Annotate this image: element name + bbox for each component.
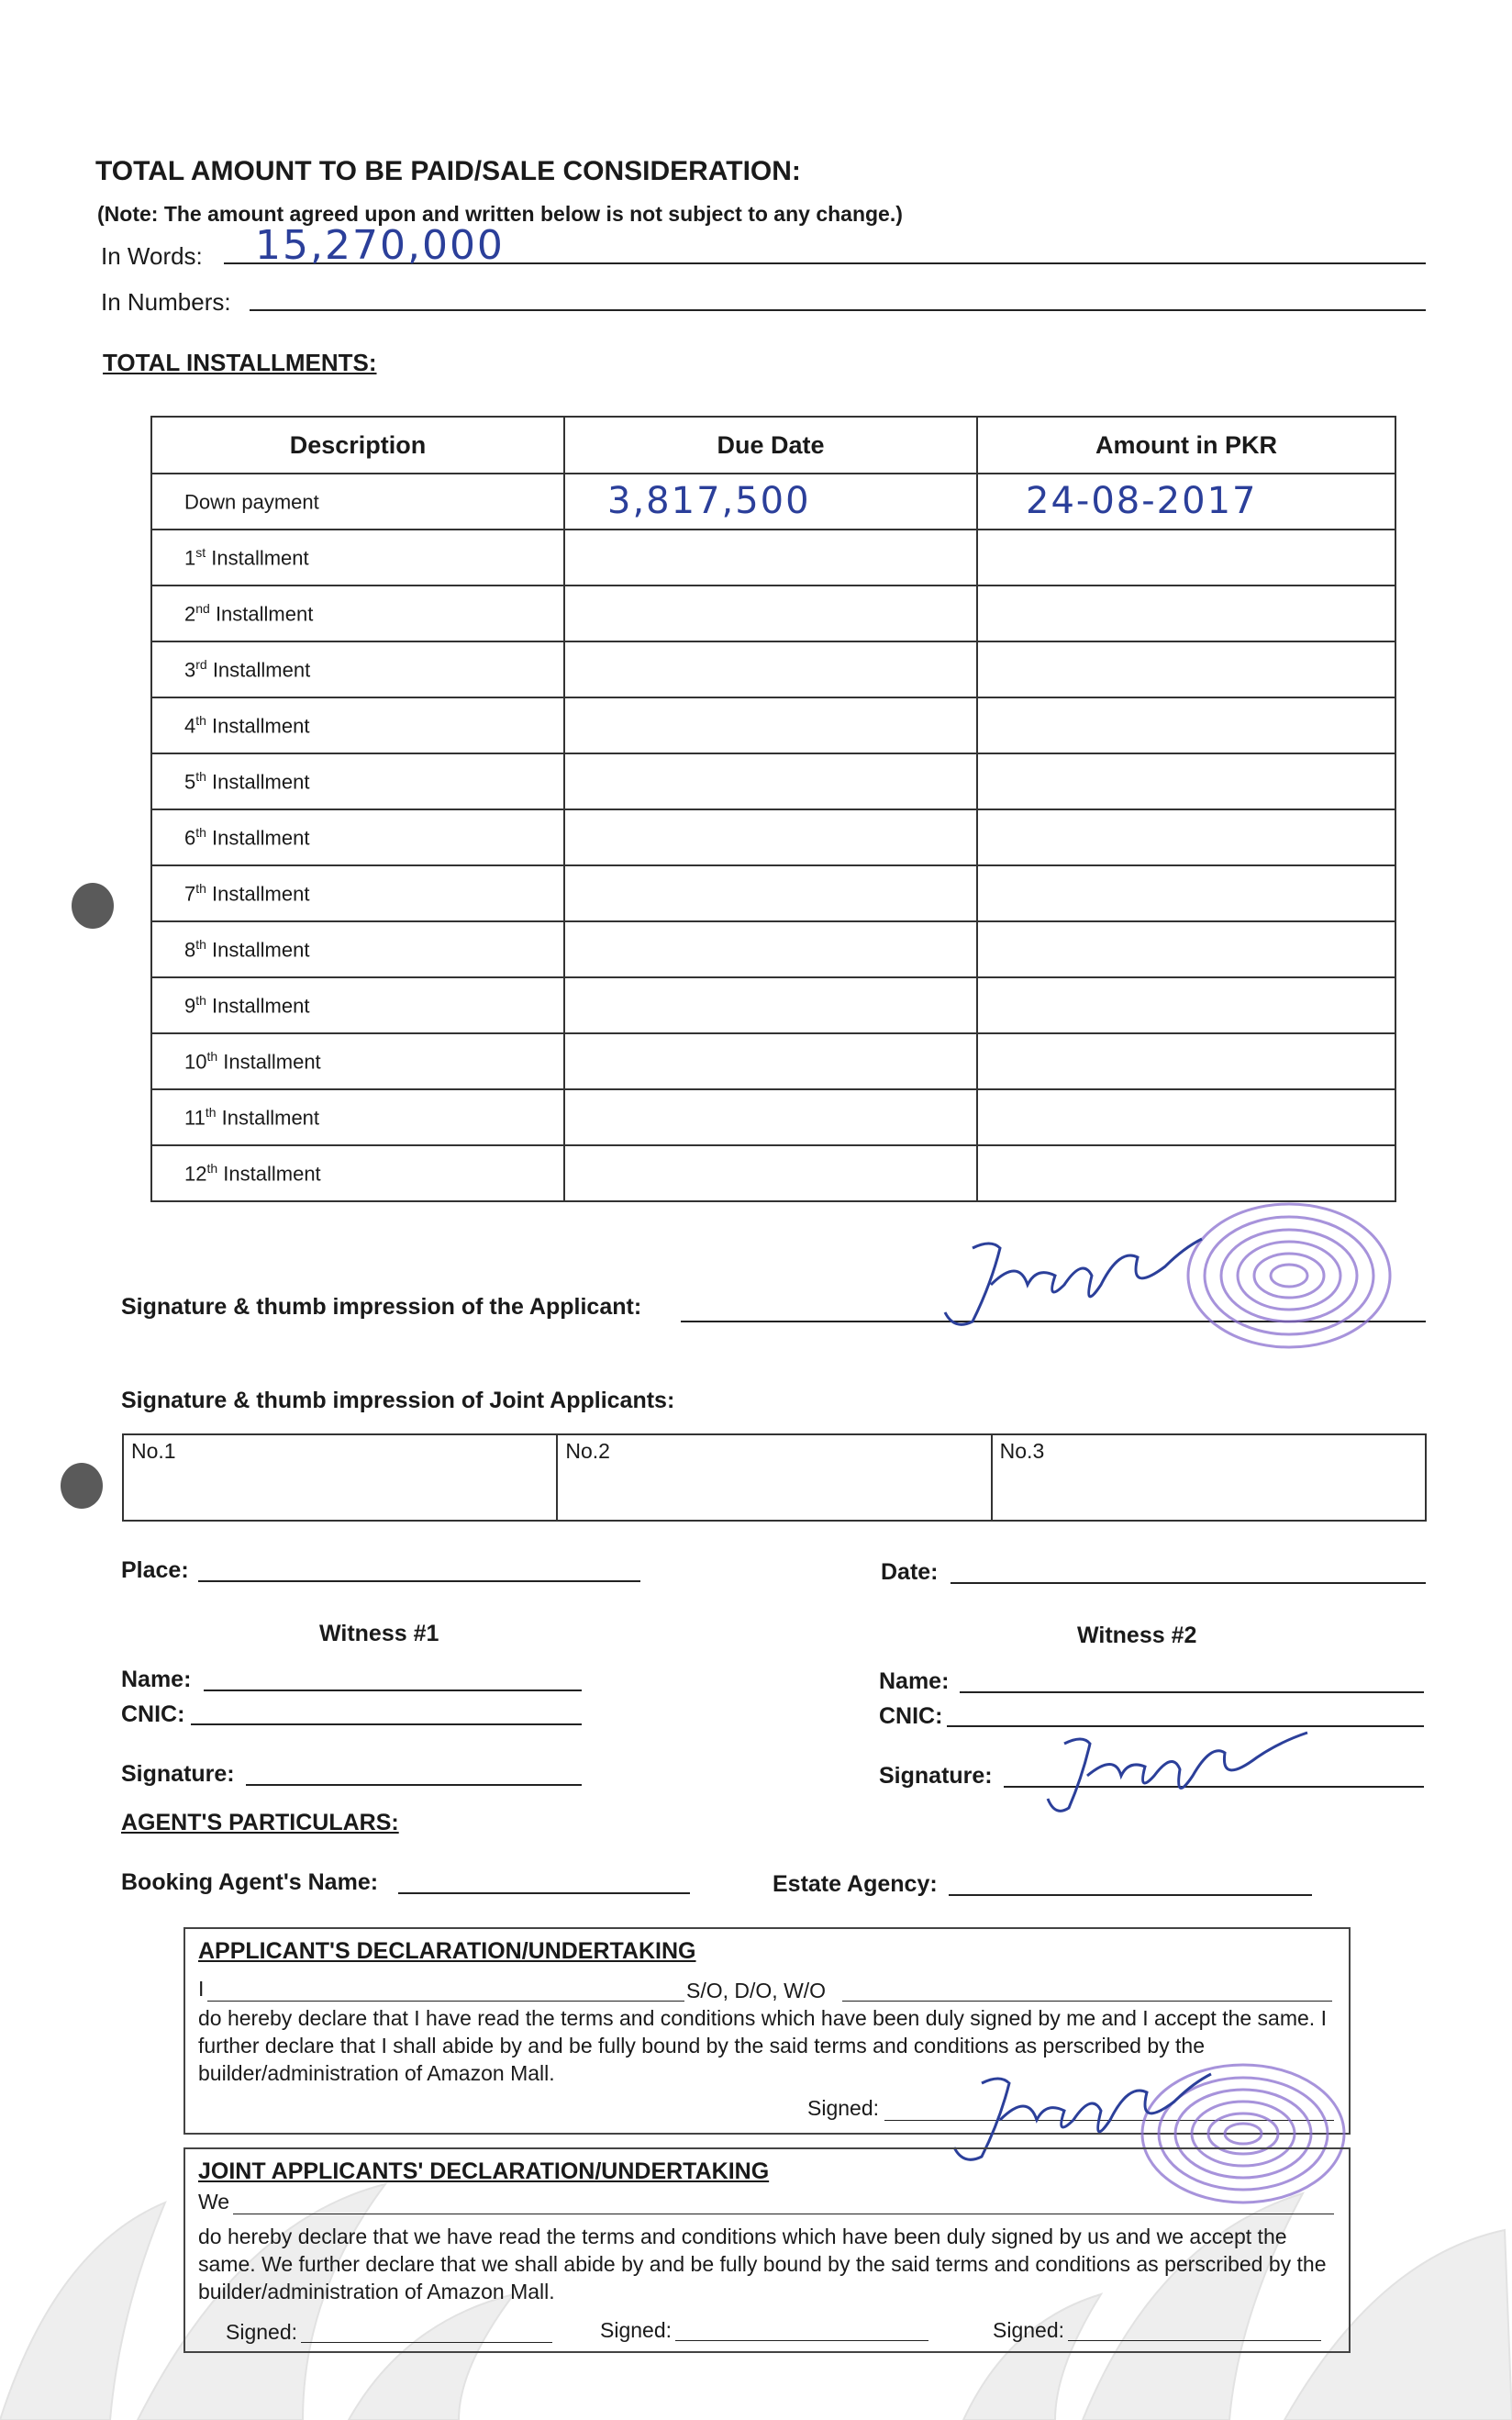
installment-amount[interactable] — [977, 809, 1395, 865]
witness2-signature-label: Signature: — [879, 1763, 993, 1789]
date-label: Date: — [881, 1559, 939, 1585]
installment-description: 2nd Installment — [151, 585, 564, 641]
witness2-cnic-label: CNIC: — [879, 1703, 943, 1729]
agents-heading: AGENT'S PARTICULARS: — [121, 1810, 399, 1835]
installments-table — [150, 416, 1396, 1202]
installment-description: 6th Installment — [151, 809, 564, 865]
estate-agency-label: Estate Agency: — [773, 1871, 938, 1897]
table-row — [151, 809, 1395, 865]
joint-applicant-1[interactable]: No.1 — [124, 1435, 558, 1520]
installment-description: 1st Installment — [151, 530, 564, 585]
joint-declaration-text: do hereby declare that we have read the terms and conditions which have been duly signed by us and we accept the same. We further declare that we shall abide by and be fully bound by the said terms and conditions as perscribed by the builder/administration of Amazon Mall. — [198, 2225, 1327, 2303]
col-header-due-date: Due Date — [564, 417, 977, 474]
installment-description: 5th Installment — [151, 753, 564, 809]
estate-agency-line[interactable] — [949, 1894, 1312, 1896]
witness1-cnic-line[interactable] — [191, 1723, 582, 1725]
table-row — [151, 977, 1395, 1033]
installments-heading: TOTAL INSTALLMENTS: — [103, 349, 377, 376]
applicant-declaration-signed: Signed: — [807, 2096, 880, 2120]
table-row — [151, 697, 1395, 753]
installment-due-date[interactable] — [564, 1145, 977, 1201]
table-row — [151, 585, 1395, 641]
installment-amount[interactable] — [977, 921, 1395, 977]
witness2-signature — [1037, 1725, 1312, 1826]
installment-due-date[interactable]: 3,817,500 — [564, 474, 977, 530]
joint-declaration-we: We — [198, 2190, 230, 2214]
installment-description: 10th Installment — [151, 1033, 564, 1089]
installment-due-date[interactable] — [564, 977, 977, 1033]
table-row — [151, 641, 1395, 697]
place-label: Place: — [121, 1557, 189, 1583]
punch-hole-bottom — [61, 1463, 103, 1509]
joint-signed-3-line[interactable] — [1068, 2340, 1321, 2341]
installment-due-date[interactable] — [564, 1089, 977, 1145]
witness1-signature-label: Signature: — [121, 1761, 235, 1787]
booking-agent-line[interactable] — [398, 1892, 690, 1894]
table-row — [151, 865, 1395, 921]
joint-signed-3-label: Signed: — [993, 2318, 1065, 2342]
table-row — [151, 753, 1395, 809]
installment-due-date[interactable] — [564, 697, 977, 753]
witness2-name-line[interactable] — [960, 1691, 1424, 1693]
witness2-title: Witness #2 — [1077, 1623, 1197, 1648]
note-text: (Note: The amount agreed upon and written below is not subject to any change.) — [97, 202, 903, 226]
installment-amount[interactable] — [977, 1089, 1395, 1145]
applicant-relation-label: S/O, D/O, W/O — [686, 1979, 827, 2002]
col-header-description: Description — [151, 417, 564, 474]
date-line[interactable] — [951, 1582, 1426, 1584]
installment-due-date[interactable] — [564, 641, 977, 697]
applicant-declaration-title: APPLICANT'S DECLARATION/UNDERTAKING — [198, 1938, 696, 1964]
witness1-cnic-label: CNIC: — [121, 1701, 185, 1727]
applicant-signature-label: Signature & thumb impression of the Applicant: — [121, 1294, 642, 1320]
joint-signed-2-line[interactable] — [675, 2340, 928, 2341]
installment-amount[interactable]: 24-08-2017 — [977, 474, 1395, 530]
table-row — [151, 921, 1395, 977]
col-header-amount: Amount in PKR — [977, 417, 1395, 474]
installment-description: 11th Installment — [151, 1089, 564, 1145]
joint-applicant-2[interactable]: No.2 — [558, 1435, 992, 1520]
punch-hole-top — [72, 883, 114, 929]
installment-due-date[interactable] — [564, 585, 977, 641]
page-heading: TOTAL AMOUNT TO BE PAID/SALE CONSIDERATION: — [95, 156, 801, 186]
installment-description: 7th Installment — [151, 865, 564, 921]
installment-amount[interactable] — [977, 641, 1395, 697]
installment-due-date[interactable] — [564, 809, 977, 865]
in-numbers-line — [250, 309, 1426, 311]
applicant-declaration-text: do hereby declare that I have read the terms and conditions which have been duly signed by me and I accept the same. I further declare that I shall abide by and be fully bound by the said terms and conditions as perscribed by the builder/administration of Amazon Mall. — [198, 2006, 1327, 2085]
table-row — [151, 1089, 1395, 1145]
installment-description: 4th Installment — [151, 697, 564, 753]
joint-signed-1-line[interactable] — [301, 2342, 552, 2343]
witness1-name-line[interactable] — [204, 1690, 582, 1691]
installment-description: 9th Installment — [151, 977, 564, 1033]
place-line[interactable] — [198, 1580, 640, 1582]
table-row — [151, 1033, 1395, 1089]
joint-declaration-title: JOINT APPLICANTS' DECLARATION/UNDERTAKING — [198, 2158, 770, 2184]
joint-signature-label: Signature & thumb impression of Joint Applicants: — [121, 1388, 675, 1413]
installment-due-date[interactable] — [564, 1033, 977, 1089]
joint-declaration-box — [183, 2147, 1351, 2353]
installment-description: 3rd Installment — [151, 641, 564, 697]
applicant-name-line[interactable] — [207, 2001, 684, 2002]
installment-amount[interactable] — [977, 585, 1395, 641]
installment-amount[interactable] — [977, 865, 1395, 921]
in-words-label: In Words: — [101, 242, 203, 270]
joint-signed-2-label: Signed: — [600, 2318, 673, 2342]
witness2-name-label: Name: — [879, 1668, 950, 1694]
joint-applicant-3[interactable]: No.3 — [999, 1439, 1045, 1463]
joint-signed-1-label: Signed: — [226, 2320, 298, 2344]
installment-due-date[interactable] — [564, 530, 977, 585]
in-numbers-label: In Numbers: — [101, 288, 231, 316]
installment-description: Down payment — [151, 474, 564, 530]
applicant-relation-line[interactable] — [842, 2001, 1332, 2002]
joint-applicants-box — [122, 1433, 1427, 1522]
installment-description: 8th Installment — [151, 921, 564, 977]
installment-description: 12th Installment — [151, 1145, 564, 1201]
installment-amount[interactable] — [977, 1033, 1395, 1089]
installment-amount[interactable] — [977, 530, 1395, 585]
applicant-signature — [936, 1230, 1211, 1340]
installment-amount[interactable] — [977, 977, 1395, 1033]
booking-agent-label: Booking Agent's Name: — [121, 1869, 379, 1895]
installment-amount[interactable] — [977, 753, 1395, 809]
installment-due-date[interactable] — [564, 753, 977, 809]
witness1-signature-line[interactable] — [246, 1784, 582, 1786]
witness1-title: Witness #1 — [319, 1621, 439, 1646]
applicant-declaration-i: I — [198, 1977, 205, 2001]
table-row — [151, 474, 1395, 530]
installment-amount[interactable] — [977, 697, 1395, 753]
witness1-name-label: Name: — [121, 1667, 192, 1692]
installment-due-date[interactable] — [564, 865, 977, 921]
installment-due-date[interactable] — [564, 921, 977, 977]
table-row — [151, 530, 1395, 585]
in-words-value: 15,270,000 — [255, 222, 505, 269]
